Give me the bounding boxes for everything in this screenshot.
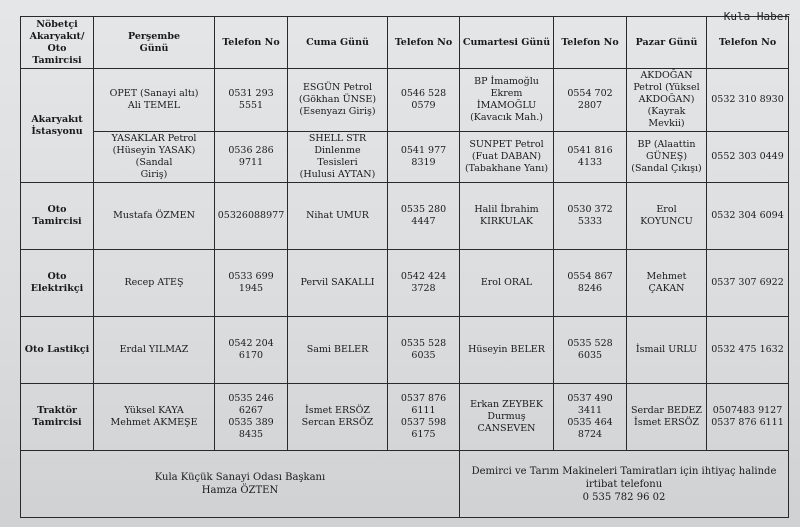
table-cell: SUNPET Petrol (Fuat DABAN) (Tabakhane Yanı) [460,132,554,183]
table-cell: 0537 490 3411 0535 464 8724 [554,384,627,451]
table-cell: 0530 372 5333 [554,183,627,250]
table-cell: Hüseyin BELER [460,317,554,384]
table-cell: 0535 246 6267 0535 389 8435 [215,384,288,451]
row-label-auto-electrician: Oto Elektrikçi [21,250,94,317]
header-phone-saturday: Telefon No [554,17,627,69]
table-cell: 0537 876 6111 0537 598 6175 [388,384,460,451]
table-cell: Erol KOYUNCU [627,183,707,250]
header-row [21,17,789,69]
table-cell: Sami BELER [288,317,388,384]
row-label-fuel-station: Akaryakıt İstasyonu [21,69,94,183]
table-cell: 0554 867 8246 [554,250,627,317]
table-cell: 0542 424 3728 [388,250,460,317]
table-cell: 0535 280 4447 [388,183,460,250]
table-cell: SHELL STR Dinlenme Tesisleri (Hulusi AYTAN) [288,132,388,183]
header-category: Nöbetçi Akaryakıt/ Oto Tamircisi [21,17,94,69]
row-label-auto-mechanic: Oto Tamircisi [21,183,94,250]
table-cell: Mehmet ÇAKAN [627,250,707,317]
footer-contact: Demirci ve Tarım Makineleri Tamiratları için ihtiyaç halinde irtibat telefonu 0 535 782 96 02 [460,451,789,518]
header-friday: Cuma Günü [288,17,388,69]
watermark: Kula Haber [723,10,790,23]
table-cell: İsmail URLU [627,317,707,384]
table-cell: Pervil SAKALLI [288,250,388,317]
table-cell: 0532 304 6094 [707,183,789,250]
table-cell: ESGÜN Petrol (Gökhan ÜNSE) (Esenyazı Giriş) [288,69,388,132]
table-cell: Mustafa ÖZMEN [94,183,215,250]
footer-chairman: Kula Küçük Sanayi Odası Başkanı Hamza ÖZTEN [21,451,460,518]
table-row [21,69,789,132]
table-cell: 0535 528 6035 [388,317,460,384]
footer-row [21,451,789,518]
table-cell: 0507483 9127 0537 876 6111 [707,384,789,451]
table-cell: 0546 528 0579 [388,69,460,132]
table-cell: 0536 286 9711 [215,132,288,183]
table-cell: 0532 475 1632 [707,317,789,384]
table-cell: 0537 307 6922 [707,250,789,317]
table-cell: OPET (Sanayi altı) Ali TEMEL [94,69,215,132]
table-cell: Erol ORAL [460,250,554,317]
table-cell: 0533 699 1945 [215,250,288,317]
table-cell: 0552 303 0449 [707,132,789,183]
table-row [21,317,789,384]
table-cell: İsmet ERSÖZ Sercan ERSÖZ [288,384,388,451]
table-cell: BP İmamoğlu Ekrem İMAMOĞLU (Kavacık Mah.) [460,69,554,132]
table-cell: 0532 310 8930 [707,69,789,132]
table-cell: 0554 702 2807 [554,69,627,132]
table-cell: Yüksel KAYA Mehmet AKMEŞE [94,384,215,451]
table-cell: BP (Alaattin GÜNEŞ) (Sandal Çıkışı) [627,132,707,183]
table-cell: Halil İbrahim KIRKULAK [460,183,554,250]
table-cell: AKDOĞAN Petrol (Yüksel AKDOĞAN) (Kayrak Mevkii) [627,69,707,132]
table-cell: 0541 816 4133 [554,132,627,183]
table-cell: YASAKLAR Petrol (Hüseyin YASAK) (Sandal Giriş) [94,132,215,183]
header-phone-friday: Telefon No [388,17,460,69]
table-cell: Nihat UMUR [288,183,388,250]
table-cell: Erdal YILMAZ [94,317,215,384]
header-saturday: Cumartesi Günü [460,17,554,69]
table-row [21,132,789,183]
table-cell: 0541 977 8319 [388,132,460,183]
table-row [21,384,789,451]
table-cell: 0535 528 6035 [554,317,627,384]
row-label-tire-shop: Oto Lastikçi [21,317,94,384]
header-thursday: Perşembe Günü [94,17,215,69]
table-cell: Erkan ZEYBEK Durmuş CANSEVEN [460,384,554,451]
table-row [21,183,789,250]
table-cell: Serdar BEDEZ İsmet ERSÖZ [627,384,707,451]
header-phone-thursday: Telefon No [215,17,288,69]
header-phone-sunday: Telefon No [707,17,789,69]
duty-schedule-table [20,16,789,518]
table-cell: 0531 293 5551 [215,69,288,132]
header-sunday: Pazar Günü [627,17,707,69]
table-cell: Recep ATEŞ [94,250,215,317]
table-row [21,250,789,317]
table-cell: 0542 204 6170 [215,317,288,384]
row-label-tractor-mechanic: Traktör Tamircisi [21,384,94,451]
table-cell: 05326088977 [215,183,288,250]
